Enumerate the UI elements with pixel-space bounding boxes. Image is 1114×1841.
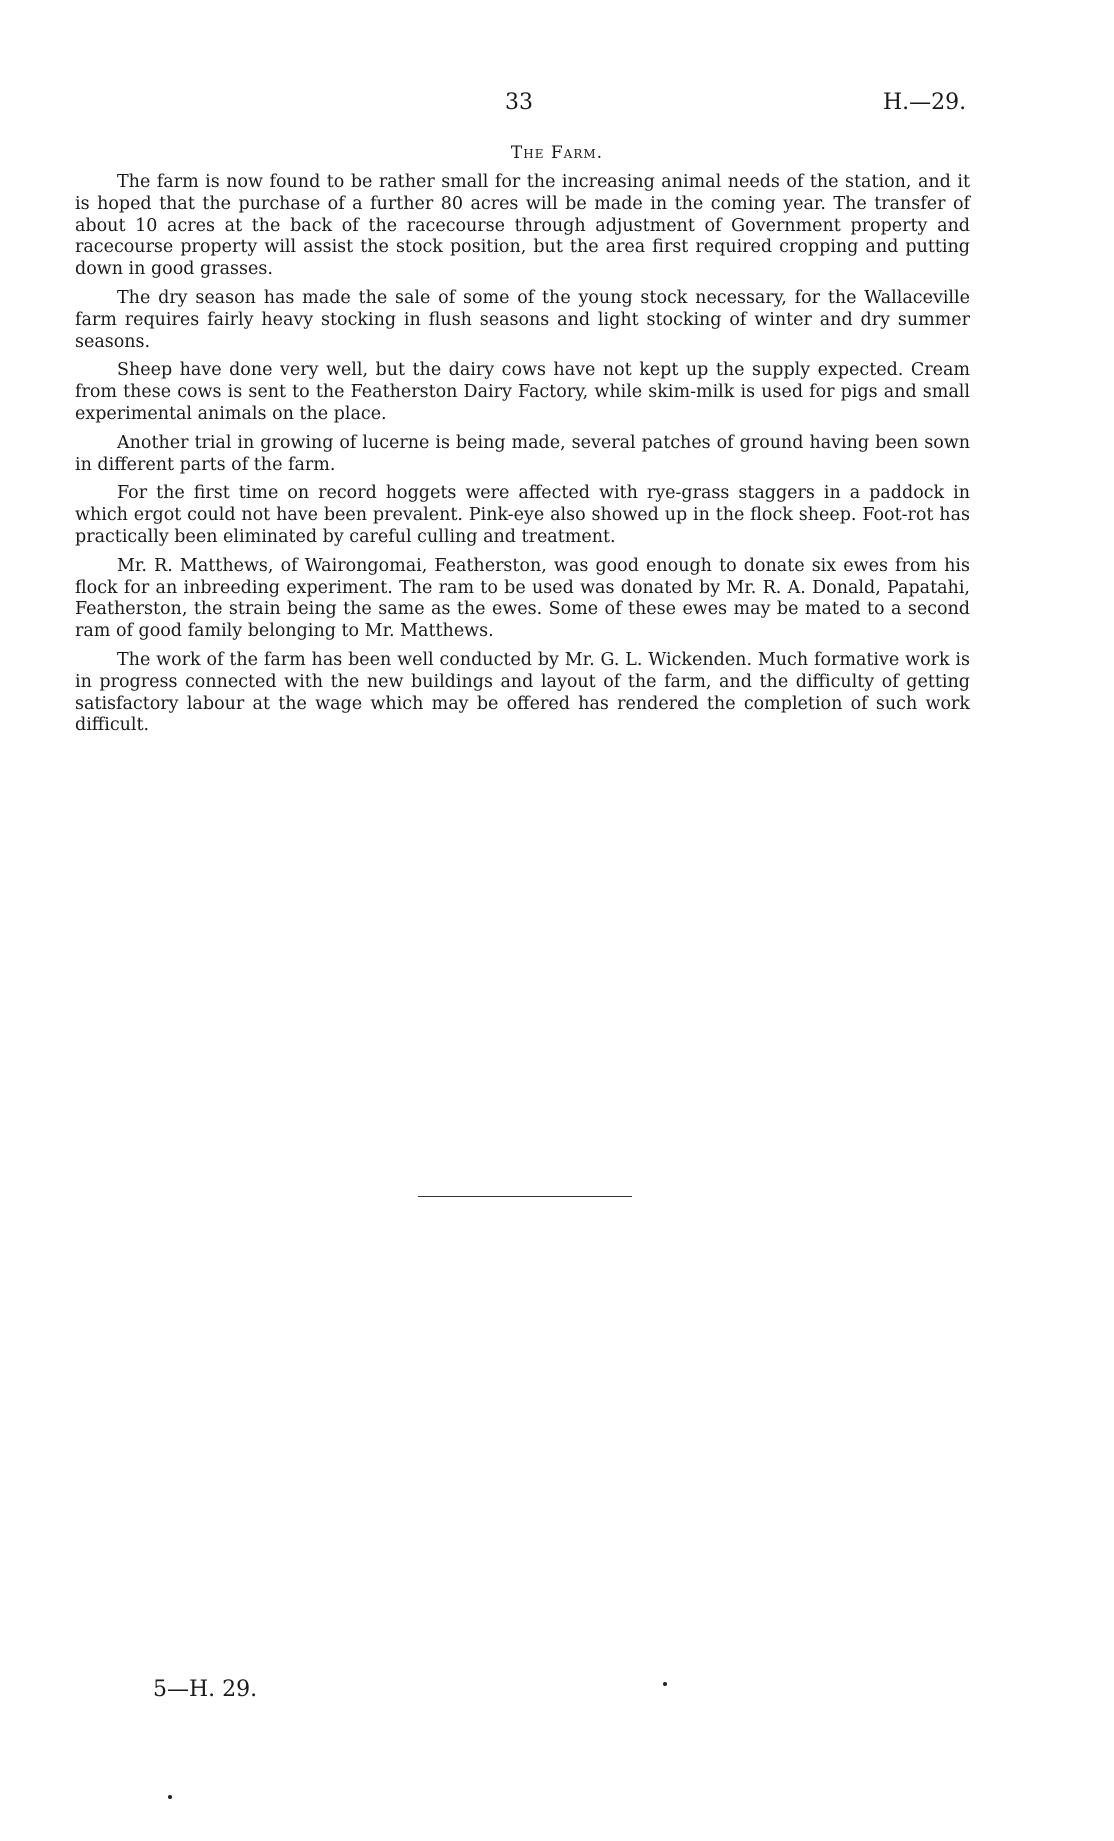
ink-dot (663, 1682, 667, 1686)
ink-dot (168, 1795, 172, 1799)
paragraph: The dry season has made the sale of some of the young stock necessary, for the Wallaceville farm requires fairly heavy stocking in flush seasons and light stocking of winter and dry summer seasons. (75, 287, 970, 352)
section-heading: The Farm. (510, 143, 604, 163)
paragraph: Sheep have done very well, but the dairy cows have not kept up the supply expected. Cream from these cows is sent to the Featherston Dairy Factory, while skim-milk is used for pigs and small experimental animals on the place. (75, 360, 970, 424)
document-reference: H.—29. (883, 90, 967, 115)
signature-mark: 5—H. 29. (153, 1677, 258, 1702)
paragraph: The work of the farm has been well conducted by Mr. G. L. Wickenden. Much formative work is in progress connected with the new buildings and layout of the farm, and the difficulty of getting satisfactory labour at the wage which may be offered has rendered the completion of such work difficult. (75, 649, 970, 736)
section-divider (418, 1196, 632, 1197)
paragraph: Mr. R. Matthews, of Wairongomai, Featherston, was good enough to donate six ewes from his flock for an inbreeding experiment. The ram to be used was donated by Mr. R. A. Donald, Papatahi, Featherston, the strain being the same as the ewes. Some of these ewes may be mated to a second ram of good family belonging to Mr. Matthews. (75, 555, 970, 642)
paragraph: The farm is now found to be rather small for the increasing animal needs of the station, and it is hoped that the purchase of a further 80 acres will be made in the coming year. The transfer of about 10 acres at the back of the racecourse through adjustment of Government property and racecourse property will assist the stock position, but the area first required cropping and putting down in good grasses. (75, 172, 970, 280)
paragraph: Another trial in growing of lucerne is being made, several patches of ground having been sown in different parts of the farm. (75, 432, 970, 475)
body-text (75, 172, 970, 744)
page-number: 33 (505, 90, 533, 115)
paragraph: For the first time on record hoggets were affected with rye-grass staggers in a paddock in which ergot could not have been prevalent. Pink-eye also showed up in the flock sheep. Foot-rot has practically been eliminated by careful culling and treatment. (75, 483, 970, 547)
